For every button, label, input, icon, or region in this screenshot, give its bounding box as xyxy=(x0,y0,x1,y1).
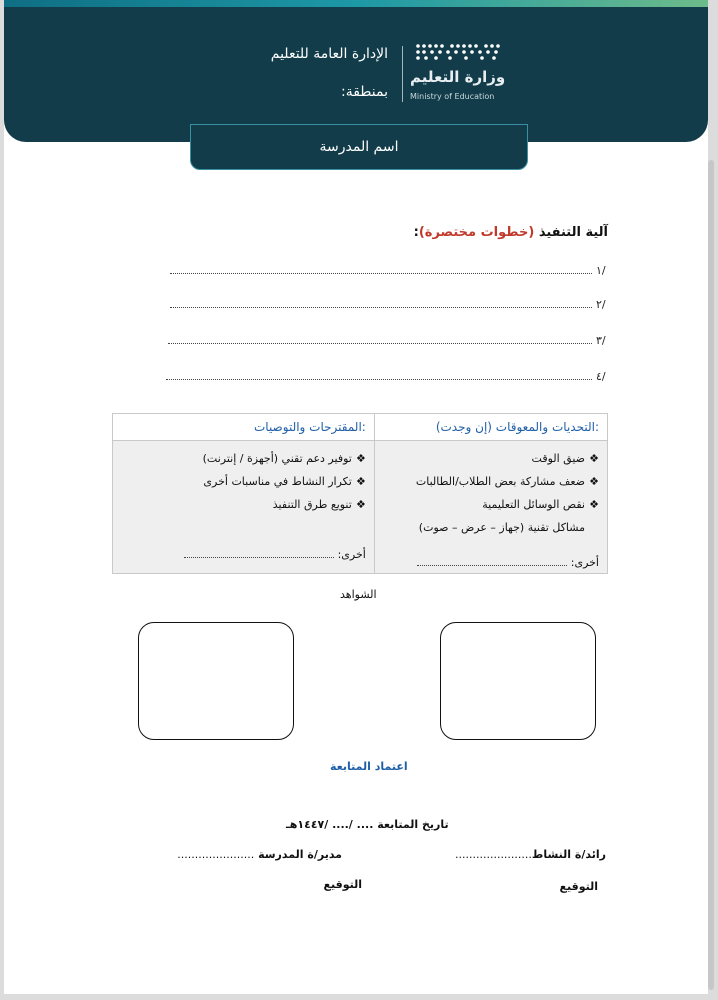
suggestions-cell xyxy=(113,441,375,574)
list-item: ❖تكرار النشاط في مناسبات أخرى xyxy=(113,470,366,493)
bullet-icon: ❖ xyxy=(589,475,599,488)
school-name-field[interactable] xyxy=(190,124,528,170)
principal-dots: ...................... xyxy=(177,848,255,861)
region-label: بمنطقة: xyxy=(340,84,388,100)
principal-field[interactable] xyxy=(177,848,342,861)
list-item: مشاكل تقنية (جهاز – عرض – صوت) xyxy=(418,521,585,534)
implementation-title xyxy=(414,225,608,240)
suggestions-other-field[interactable] xyxy=(184,548,366,561)
document-page xyxy=(4,0,708,994)
signature-left[interactable]: التوقيع xyxy=(323,878,362,891)
principal-label: مدير/ة المدرسة xyxy=(258,848,342,861)
implementation-title-text: آلية التنفيذ xyxy=(538,225,608,240)
department-title: الإدارة العامة للتعليم xyxy=(270,46,388,62)
activity-leader-dots: ...................... xyxy=(454,848,532,861)
challenges-list xyxy=(375,447,599,539)
bullet-icon: ❖ xyxy=(589,498,599,511)
list-item: ❖ضيق الوقت xyxy=(375,447,599,470)
challenges-header: التحديات والمعوقات (إن وجدت): xyxy=(374,414,607,441)
signature-right[interactable]: التوقيع xyxy=(559,880,598,893)
ministry-name-english: Ministry of Education xyxy=(410,92,495,101)
approval-title: اعتماد المتابعة xyxy=(330,760,408,773)
step-line-2[interactable] xyxy=(170,307,592,308)
evidence-frame-right[interactable] xyxy=(440,622,596,740)
header-accent-strip xyxy=(4,0,708,7)
activity-leader-field[interactable] xyxy=(455,848,606,861)
followup-date: تاريخ المتابعة .... /.... /١٤٤٧هـ xyxy=(286,818,449,831)
step-number-1: ١/ xyxy=(596,264,606,277)
suggestions-list xyxy=(113,447,366,516)
challenges-other-field[interactable] xyxy=(417,556,599,569)
step-number-3: ٣/ xyxy=(596,334,606,347)
suggestions-header: المقترحات والتوصيات: xyxy=(113,414,375,441)
suggestions-other-label: أخرى: xyxy=(337,548,366,561)
list-item: ❖تنويع طرق التنفيذ xyxy=(113,493,366,516)
suggestions-other-line xyxy=(184,557,334,558)
step-line-4[interactable] xyxy=(166,379,592,380)
challenges-cell xyxy=(374,441,607,574)
evidence-label: الشواهد xyxy=(340,588,377,601)
page-header xyxy=(4,0,708,142)
step-line-3[interactable] xyxy=(168,343,592,344)
list-item: ❖توفير دعم تقني (أجهزة / إنترنت) xyxy=(113,447,366,470)
activity-leader-label: رائد/ة النشاط xyxy=(531,848,606,861)
implementation-title-colon: : xyxy=(413,225,419,240)
ministry-name-arabic: وزارة التعليم xyxy=(410,68,506,86)
challenges-other-label: أخرى: xyxy=(570,556,599,569)
bullet-icon: ❖ xyxy=(355,452,366,465)
school-name-label: اسم المدرسة xyxy=(319,139,399,155)
step-line-1[interactable] xyxy=(170,273,592,274)
list-item: ❖نقص الوسائل التعليمية xyxy=(375,493,599,516)
list-item: ❖ضعف مشاركة بعض الطلاب/الطالبات xyxy=(375,470,599,493)
vertical-scrollbar[interactable] xyxy=(708,160,714,990)
header-divider xyxy=(402,46,403,102)
challenges-suggestions-table xyxy=(112,413,608,574)
implementation-title-highlight: (خطوات مختصرة) xyxy=(418,225,535,240)
bullet-icon: ❖ xyxy=(355,498,366,511)
step-number-2: ٢/ xyxy=(596,298,606,311)
step-number-4: ٤/ xyxy=(596,370,606,383)
bullet-icon: ❖ xyxy=(355,475,366,488)
evidence-frame-left[interactable] xyxy=(138,622,294,740)
challenges-other-line xyxy=(417,565,567,566)
bullet-icon: ❖ xyxy=(589,452,599,465)
